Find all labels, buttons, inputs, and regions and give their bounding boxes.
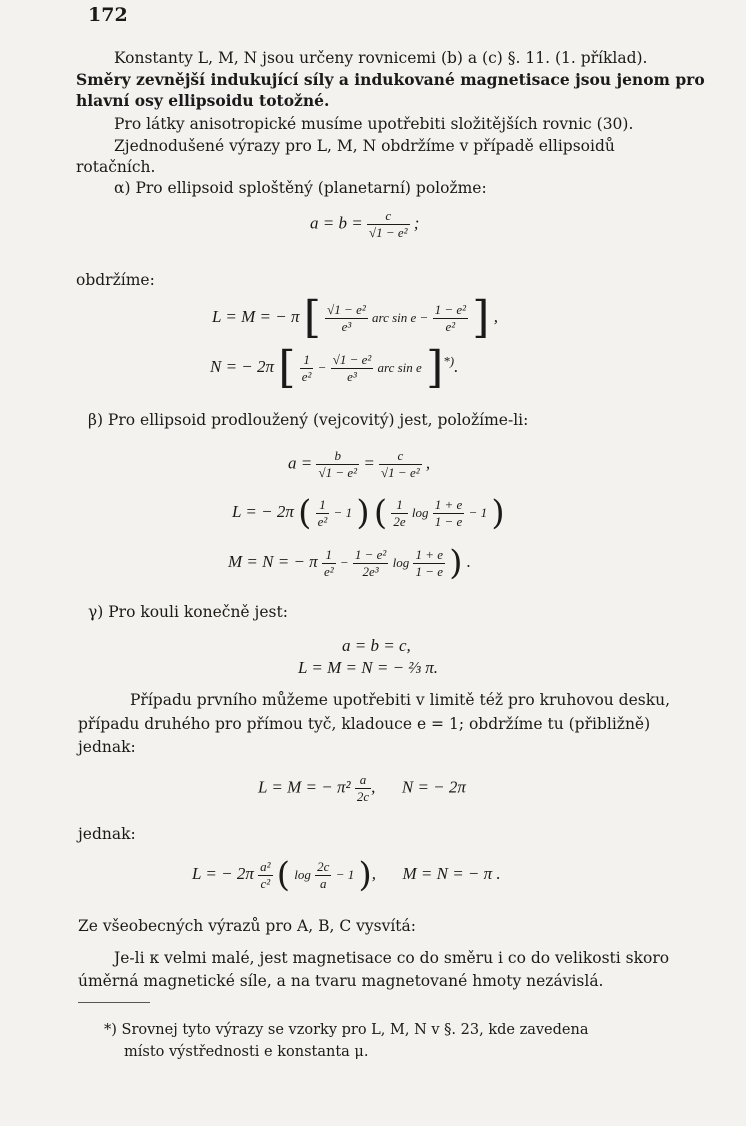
- eq3-lhs: N = − 2π: [210, 356, 275, 376]
- eq3-right-bracket: ]: [426, 342, 444, 393]
- eq3-f1-den: e²: [301, 368, 312, 384]
- eq6-f1-num: 1: [322, 547, 336, 564]
- eq5-minus-one-a: − 1: [333, 504, 353, 520]
- eq9-end: ,: [371, 777, 376, 797]
- eq9-fraction: [355, 772, 371, 805]
- equation-sphere-LMN: L = M = N = − ⅔ π.: [298, 658, 439, 677]
- eq2-end: ,: [493, 306, 498, 326]
- eq9-den: 2c: [356, 789, 370, 804]
- paragraph-general: Ze všeobecných výrazů pro A, B, C vysvítá:: [78, 917, 416, 935]
- equation-a-prolate: [288, 448, 430, 481]
- paragraph-kappa-2: úměrná magnetické síle, a na tvaru magnetované hmoty nezávislá.: [78, 972, 604, 990]
- eq1-fraction: [367, 208, 410, 241]
- eq5-f2-den: 2e: [393, 513, 406, 529]
- eq4-f1-den: √1 − e²: [318, 465, 358, 480]
- eq4-end: ,: [425, 453, 431, 473]
- eq6-fraction-3: [413, 547, 445, 580]
- eq10-log: log: [294, 866, 311, 882]
- eq5-fraction-2: [391, 497, 407, 530]
- eq10-lhs: L = − 2π: [192, 863, 254, 883]
- eq10-rhs: M = N = − π .: [402, 863, 501, 883]
- page-number: 172: [88, 4, 128, 26]
- eq5-paren-open-2: (: [373, 493, 388, 533]
- eq5-paren-close-2: ): [491, 493, 505, 533]
- eq6-f1-den: e²: [323, 563, 334, 579]
- eq6-fraction-2: [353, 547, 388, 580]
- eq6-f2-num: 1 − e²: [354, 546, 387, 562]
- eq10-f1-num: a²: [260, 858, 271, 874]
- eq1-num: c: [367, 208, 410, 225]
- paragraph-limit-3: jednak:: [78, 738, 136, 756]
- equation-M-N-prolate: [228, 543, 472, 583]
- eq2-fraction-2: [433, 302, 468, 335]
- eq3-minus: −: [317, 359, 327, 375]
- eq5-f2-num: 1: [391, 497, 407, 514]
- eq6-f3-den: 1 − e: [415, 563, 444, 579]
- eq3-f1-num: 1: [300, 352, 314, 369]
- eq1-lhs: a = b =: [310, 213, 363, 233]
- eq3-footnote-mark: *): [443, 353, 455, 369]
- eq2-f1-num: √1 − e²: [327, 301, 366, 317]
- equation-rod-limit: L = − 2π $\frac{\text{a²}}{\text{c²}}$ ( log $\frac{2c}{a}$ − 1 ), M = N = − π .: [192, 855, 501, 895]
- eq9-lhs: L = M = − π²: [258, 777, 351, 797]
- eq6-end: .: [466, 551, 472, 571]
- eq10-paren-open: (: [276, 855, 291, 895]
- eq5-f3-den: 1 − e: [434, 513, 463, 529]
- eq10-paren-close: ): [358, 855, 372, 895]
- eq6-f3-num: 1 + e: [415, 546, 444, 562]
- alpha-heading: α) Pro ellipsoid sploštěný (planetarní) položme:: [114, 179, 487, 197]
- eq5-lhs: L = − 2π: [232, 501, 294, 521]
- eq5-fraction-1: [316, 497, 330, 530]
- eq1-end: ;: [413, 213, 420, 233]
- paragraph-limit-2: případu druhého pro přímou tyč, kladouce e = 1; obdržíme tu (přibližně): [78, 715, 651, 733]
- eq3-end: .: [454, 356, 459, 376]
- eq2-f2-den: e²: [445, 318, 456, 334]
- obdrzime-label: obdržíme:: [76, 271, 155, 289]
- eq3-fraction-2: [331, 352, 374, 385]
- eq6-log: log: [392, 554, 410, 570]
- eq4-fraction-2: [379, 448, 422, 481]
- eq3-f2-num: √1 − e²: [332, 351, 372, 367]
- eq4-lhs: a =: [288, 453, 313, 473]
- eq10-fraction-2: [315, 859, 331, 892]
- eq9-num: a: [355, 772, 371, 789]
- gamma-heading: γ) Pro kouli konečně jest:: [88, 603, 288, 621]
- eq2-lhs: L = M = − π: [212, 306, 300, 326]
- eq10-f1-den: c²: [260, 875, 271, 891]
- paragraph-anisotropic: Pro látky anisotropické musíme upotřebiti složitějších rovnic (30).: [114, 115, 634, 133]
- eq2-right-bracket: ]: [472, 292, 490, 343]
- eq4-f1-num: b: [316, 448, 359, 465]
- eq10-f2-den: a: [320, 875, 327, 891]
- eq4-f2-num: c: [379, 448, 422, 465]
- equation-L-prolate: [232, 493, 505, 533]
- eq3-left-bracket: [: [278, 342, 296, 393]
- eq6-lhs: M = N = − π: [228, 551, 318, 571]
- paragraph-limit-1: Případu prvního můžeme upotřebiti v limitě též pro kruhovou desku,: [130, 691, 671, 709]
- eq5-paren-close-1: ): [356, 493, 370, 533]
- eq5-f1-den: e²: [317, 513, 328, 529]
- eq1-den: √1 − e²: [368, 225, 408, 240]
- paragraph-kappa-1: Je-li κ velmi malé, jest magnetisace co do směru i co do velikosti skoro: [114, 949, 670, 967]
- paragraph-simplified-1: Zjednodušené výrazy pro L, M, N obdržíme v případě ellipsoidů: [114, 137, 615, 155]
- eq6-paren-close: ): [449, 543, 463, 583]
- eq5-paren-open-1: (: [298, 493, 312, 533]
- eq9-rhs: N = − 2π: [401, 777, 466, 797]
- eq10-minus-one: − 1: [335, 866, 355, 882]
- eq5-minus-one-b: − 1: [468, 504, 488, 520]
- footnote-line-1: *) Srovnej tyto výrazy se vzorky pro L, M, N v §. 23, kde zavedena: [104, 1022, 589, 1038]
- eq2-fraction-1: [325, 302, 368, 335]
- eq2-arcsin: arc sin e −: [372, 309, 429, 325]
- equation-N-oblate: [210, 342, 459, 393]
- eq4-fraction-1: [316, 448, 359, 481]
- eq6-minus: −: [339, 554, 349, 570]
- eq5-log: log: [411, 504, 429, 520]
- footnote-line-2: místo výstřednosti e konstanta μ.: [124, 1044, 369, 1060]
- eq6-fraction-1: [322, 547, 336, 580]
- eq5-f3-num: 1 + e: [434, 496, 463, 512]
- eq3-f2-den: e³: [347, 368, 357, 384]
- eq5-fraction-3: [433, 497, 465, 530]
- equation-L-M-oblate: [212, 292, 498, 343]
- eq5-f1-num: 1: [316, 497, 330, 514]
- eq10-fraction-1: [258, 859, 272, 892]
- paragraph-simplified-2: rotačních.: [76, 158, 156, 176]
- eq10-f2-num: 2c: [317, 858, 330, 874]
- jednak-label: jednak:: [78, 825, 136, 843]
- eq4-f2-den: √1 − e²: [381, 465, 420, 480]
- eq6-f2-den: 2e³: [362, 563, 379, 579]
- paragraph-directions-1: Směry zevnější indukující síly a indukované magnetisace jsou jenom pro: [76, 70, 705, 89]
- eq2-f1-den: e³: [341, 318, 352, 334]
- equation-sphere-axes: a = b = c,: [342, 636, 411, 655]
- paragraph-directions-2: hlavní osy ellipsoidu totožné.: [76, 91, 330, 110]
- paragraph-constants: Konstanty L, M, N jsou určeny rovnicemi (b) a (c) §. 11. (1. příklad).: [114, 49, 648, 67]
- equation-disc-limit: [258, 772, 466, 805]
- beta-heading: β) Pro ellipsoid prodloužený (vejcovitý) jest, položíme-li:: [88, 411, 529, 429]
- eq2-f2-num: 1 − e²: [434, 301, 467, 317]
- eq3-arcsin: arc sin e: [377, 359, 422, 375]
- equation-a-b-oblate: [310, 208, 419, 241]
- eq4-equals: =: [363, 453, 375, 473]
- eq2-left-bracket: [: [303, 292, 321, 343]
- eq3-fraction-1: [300, 352, 314, 385]
- footnote-divider: [78, 1002, 150, 1003]
